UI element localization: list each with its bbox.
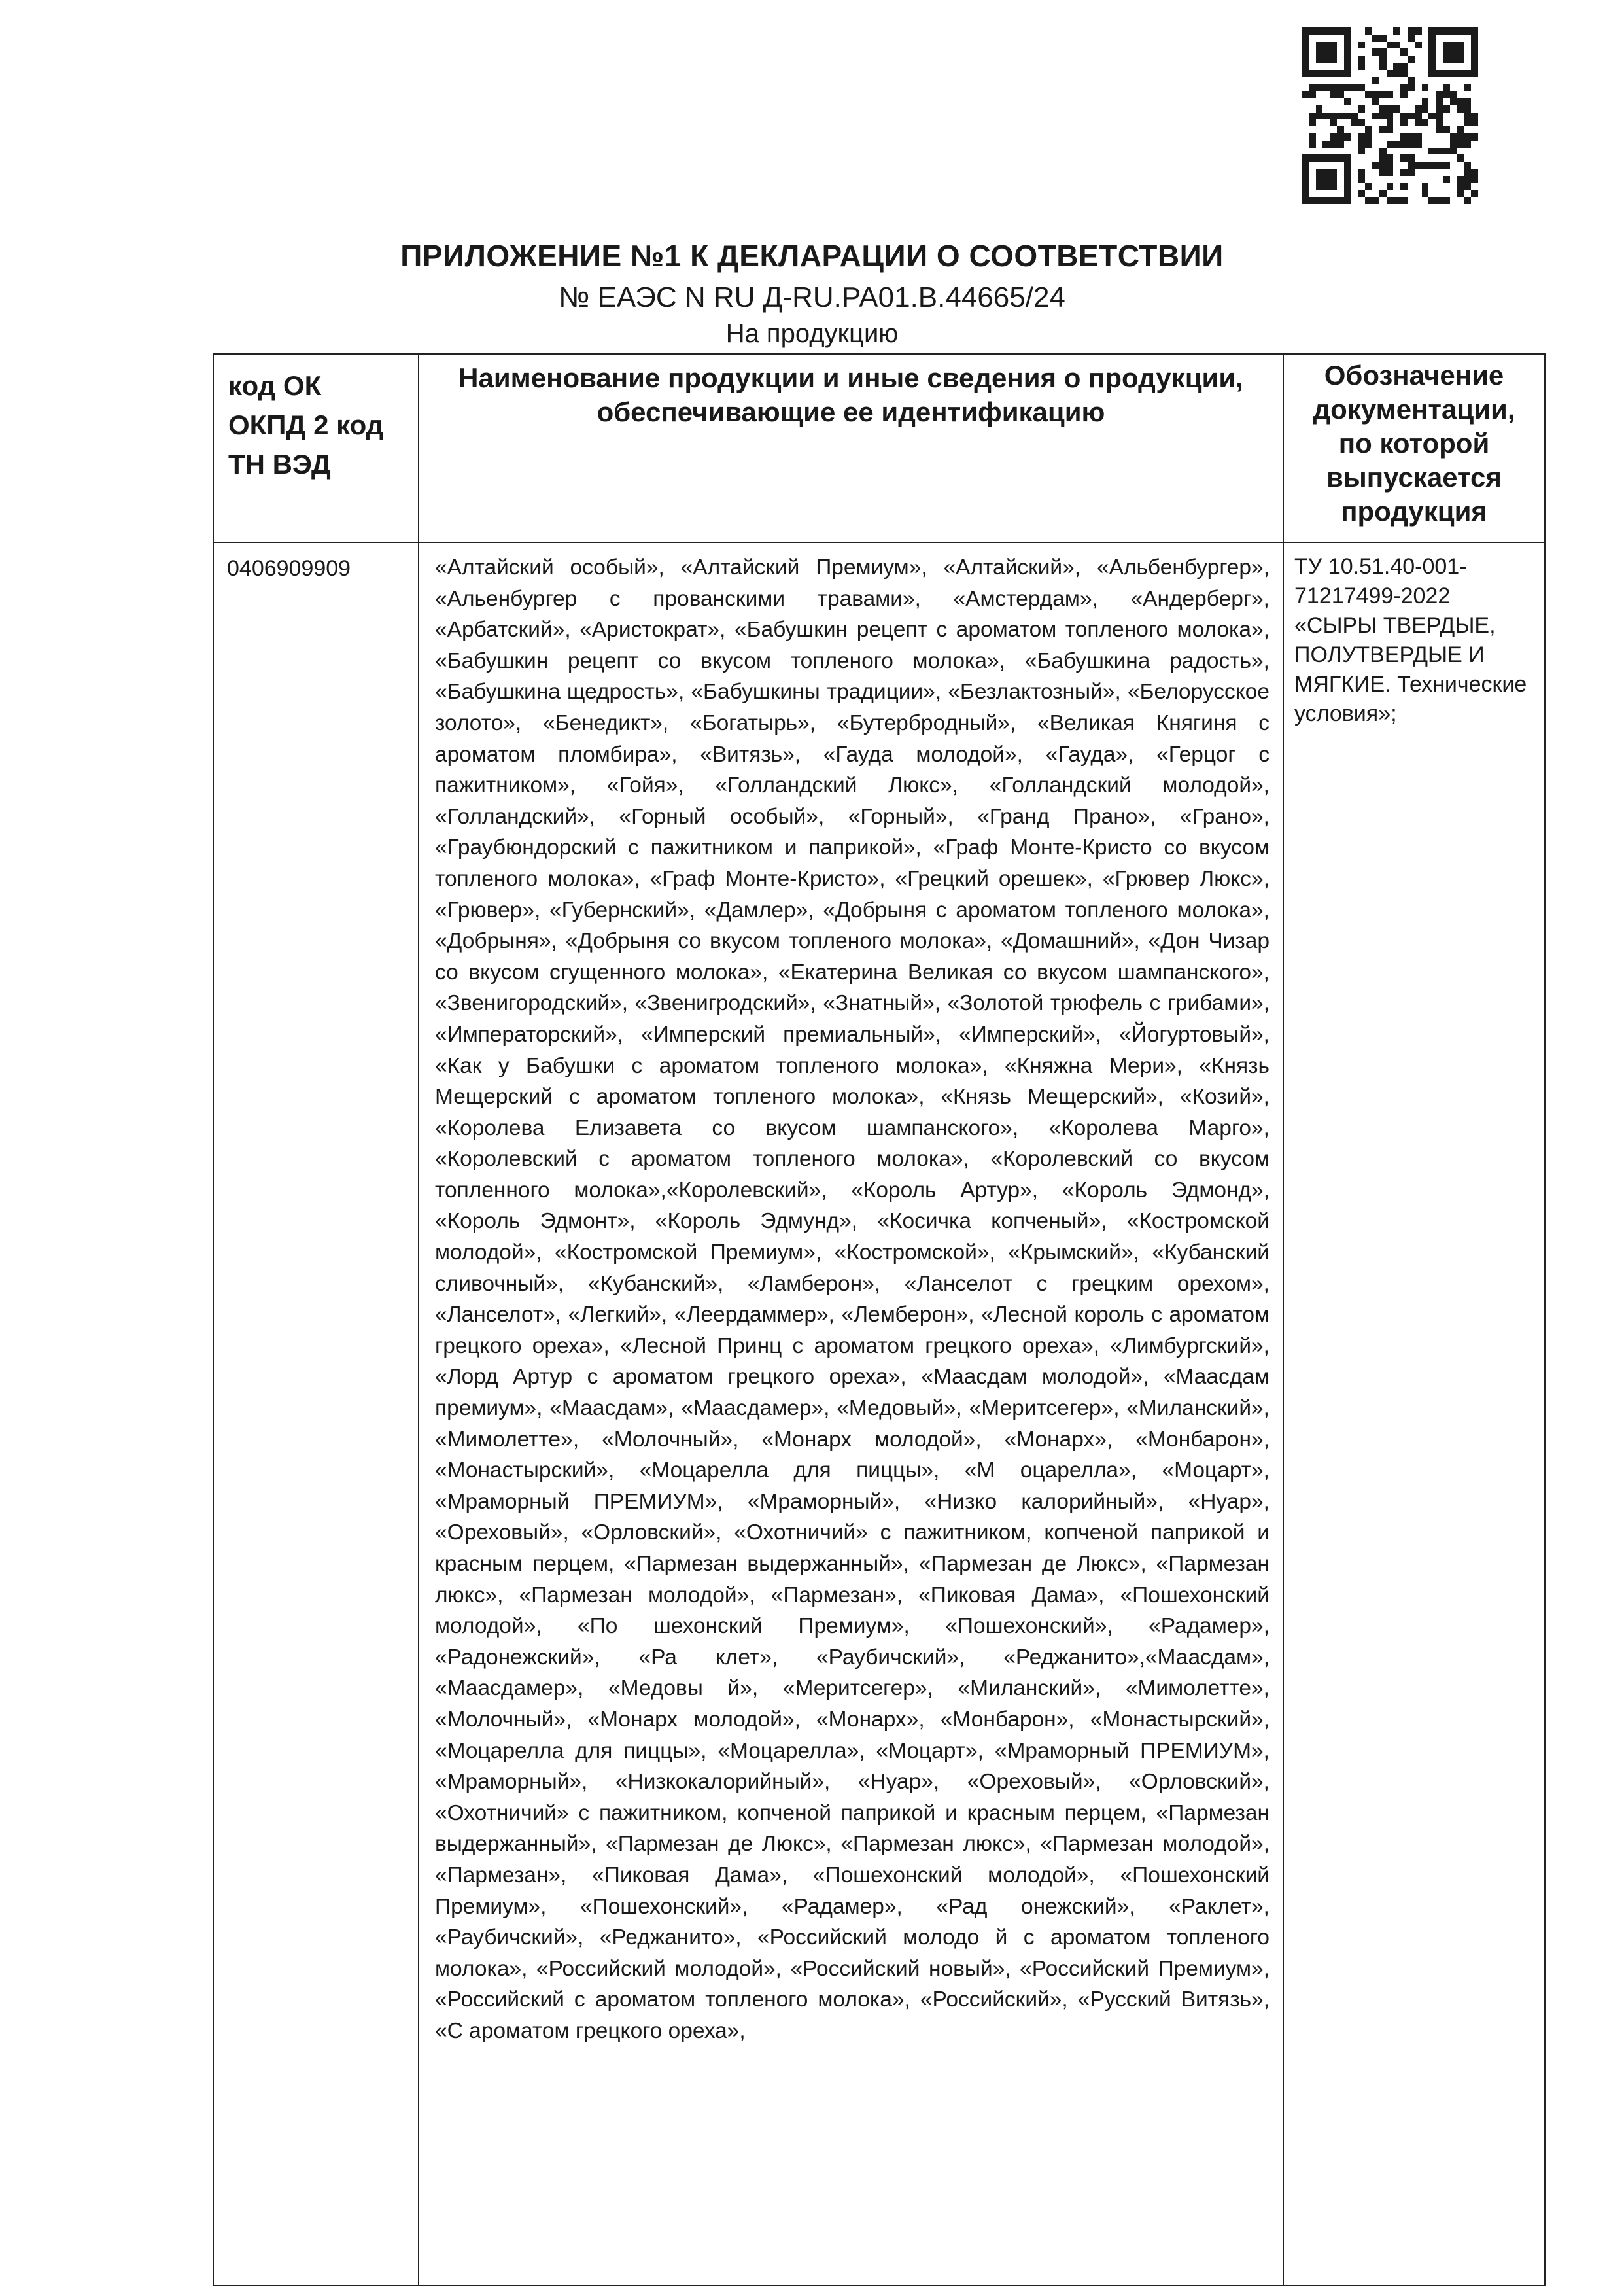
product-code: 0406909909	[213, 542, 419, 2285]
declaration-number: № ЕАЭС N RU Д-RU.РА01.В.44665/24	[559, 281, 1065, 313]
qr-code	[1302, 27, 1478, 204]
documentation-reference: ТУ 10.51.40-001-71217499-2022 «СЫРЫ ТВЕРДЫЕ, ПОЛУТВЕРДЫЕ И МЯГКИЕ. Технические условия»;	[1283, 542, 1545, 2285]
table-row	[213, 542, 1545, 2285]
product-names: «Алтайский особый», «Алтайский Премиум», «Алтайский», «Альбенбургер», «Альенбургер с прованскими травами», «Амстердам», «Андерберг», «Арбатский», «Аристократ», «Бабушкин рецепт с ароматом топленого молока», «Бабушкин рецепт со вкусом топленого молока», «Бабушкина радость», «Бабушкина щедрость», «Бабушкины традиции», «Безлактозный», «Белорусское золото», «Бенедикт», «Богатырь», «Бутербродный», «Великая Княгиня с ароматом пломбира», «Витязь», «Гауда молодой», «Гауда», «Герцог с пажитником», «Гойя», «Голландский Люкс», «Голландский молодой», «Голландский», «Горный особый», «Горный», «Гранд Прано», «Грано», «Граубюндорский с пажитником и паприкой», «Граф Монте-Кристо со вкусом топленого молока», «Граф Монте-Кристо», «Грецкий орешек», «Грювер Люкс», «Грювер», «Губернский», «Дамлер», «Добрыня с ароматом топленого молока», «Добрыня», «Добрыня со вкусом топленого молока», «Домашний», «Дон Чизар со вкусом сгущенного молока», «Екатерина Великая со вкусом шампанского», «Звенигородский», «Звенигродский», «Знатный», «Золотой трюфель с грибами», «Императорский», «Имперский премиальный», «Имперский», «Йогуртовый», «Как у Бабушки с ароматом топленого молока», «Княжна Мери», «Князь Мещерский с ароматом топленого молока», «Князь Мещерский», «Козий», «Королева Елизавета со вкусом шампанского», «Королева Марго», «Королевский с ароматом топленого молока», «Королевский со вкусом топленного молока»,«Королевский», «Король Артур», «Король Эдмонд», «Король Эдмонт», «Король Эдмунд», «Косичка копченый», «Костромской молодой», «Костромской Премиум», «Костромской», «Крымский», «Кубанский сливочный», «Кубанский», «Ламберон», «Ланселот с грецким орехом», «Ланселот», «Легкий», «Леердаммер», «Лемберон», «Лесной король с ароматом грецкого ореха», «Лесной Принц с ароматом грецкого ореха», «Лимбургский», «Лорд Артур с ароматом грецкого ореха», «Маасдам молодой», «Маасдам премиум», «Маасдам», «Маасдамер», «Медовый», «Меритсегер», «Миланский», «Мимолетте», «Молочный», «Монарх молодой», «Монарх», «Монбарон», «Монастырский», «Моцарелла для пиццы», «М оцарелла», «Моцарт», «Мраморный ПРЕМИУМ», «Мраморный», «Низко калорийный», «Нуар», «Ореховый», «Орловский», «Охотничий» с пажитником, копченой паприкой и красным перцем, «Пармезан выдержанный», «Пармезан де Люкс», «Пармезан люкс», «Пармезан молодой», «Пармезан», «Пиковая Дама», «Пошехонский молодой», «По шехонский Премиум», «Пошехонский», «Радамер», «Радонежский», «Ра клет», «Раубичский», «Реджанито»,«Маасдам», «Маасдамер», «Медовы й», «Меритсегер», «Миланский», «Мимолетте», «Молочный», «Монарх молодой», «Монарх», «Монбарон», «Монастырский», «Моцарелла для пиццы», «Моцарелла», «Моцарт», «Мраморный ПРЕМИУМ», «Мраморный», «Низкокалорийный», «Нуар», «Ореховый», «Орловский», «Охотничий» с пажитником, копченой паприкой и красным перцем, «Пармезан выдержанный», «Пармезан де Люкс», «Пармезан люкс», «Пармезан молодой», «Пармезан», «Пиковая Дама», «Пошехонский молодой», «Пошехонский Премиум», «Пошехонский», «Радамер», «Рад онежский», «Раклет», «Раубичский», «Реджанито», «Российский молодо й с ароматом топленого молока», «Российский молодой», «Российский новый», «Российский Премиум», «Российский с ароматом топленого молока», «Российский», «Русский Витязь», «С ароматом грецкого ореха»,	[419, 542, 1283, 2285]
document-title: ПРИЛОЖЕНИЕ №1 К ДЕКЛАРАЦИИ О СООТВЕТСТВИИ	[400, 239, 1224, 273]
document-subtitle: На продукцию	[725, 319, 899, 348]
table-header-row	[213, 354, 1545, 542]
col-code-header: код ОК ОКПД 2 код ТН ВЭД	[213, 354, 419, 542]
col-doc-header: Обозначение документации, по которой выпускается продукция	[1283, 354, 1545, 542]
col-name-header: Наименование продукции и иные сведения о продукции, обеспечивающие ее идентификацию	[419, 354, 1283, 542]
products-table	[213, 353, 1546, 2286]
